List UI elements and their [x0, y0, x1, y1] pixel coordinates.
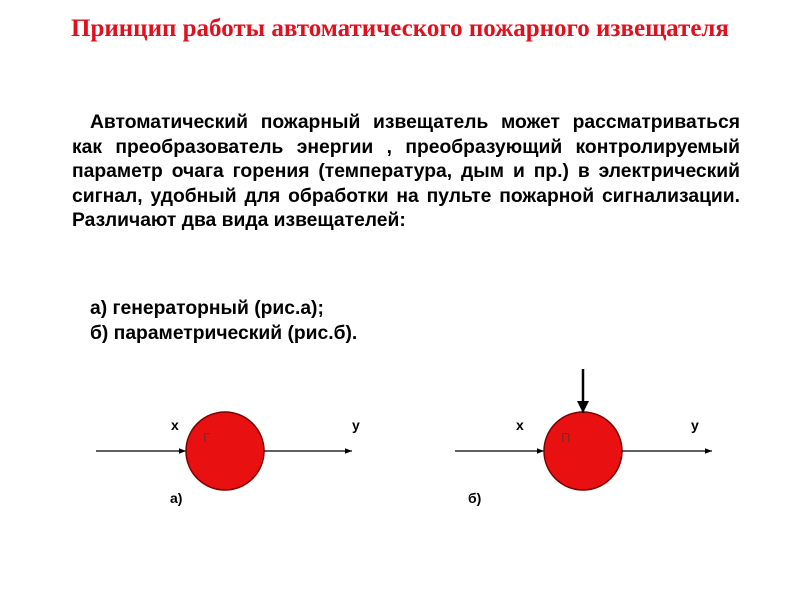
input-label: x: [516, 417, 524, 433]
caption: б): [468, 490, 482, 506]
diagram-a: [96, 412, 360, 506]
generator-node: [186, 412, 264, 490]
output-label: y: [691, 417, 699, 433]
input-label: x: [171, 417, 179, 433]
page-title: Принцип работы автоматического пожарного извещателя: [71, 15, 729, 42]
parametric-node: [544, 412, 622, 490]
node-label: П: [561, 430, 571, 445]
list-item: б) параметрический (рис.б).: [90, 322, 358, 344]
caption: а): [170, 490, 183, 506]
description-paragraph: Автоматический пожарный извещатель может рассматриваться как преобразователь энергии , преобразующий контролируемый параметр очага горения (температура, дым и пр.) в электрический сигнал, удобный для обработки на пульте пожарной сигнализации. Различают два вида извещателей:: [72, 112, 740, 231]
node-label: Г: [203, 430, 211, 445]
list-item: а) генераторный (рис.а);: [90, 298, 324, 319]
output-label: y: [352, 417, 360, 433]
diagram-b: [455, 369, 712, 506]
